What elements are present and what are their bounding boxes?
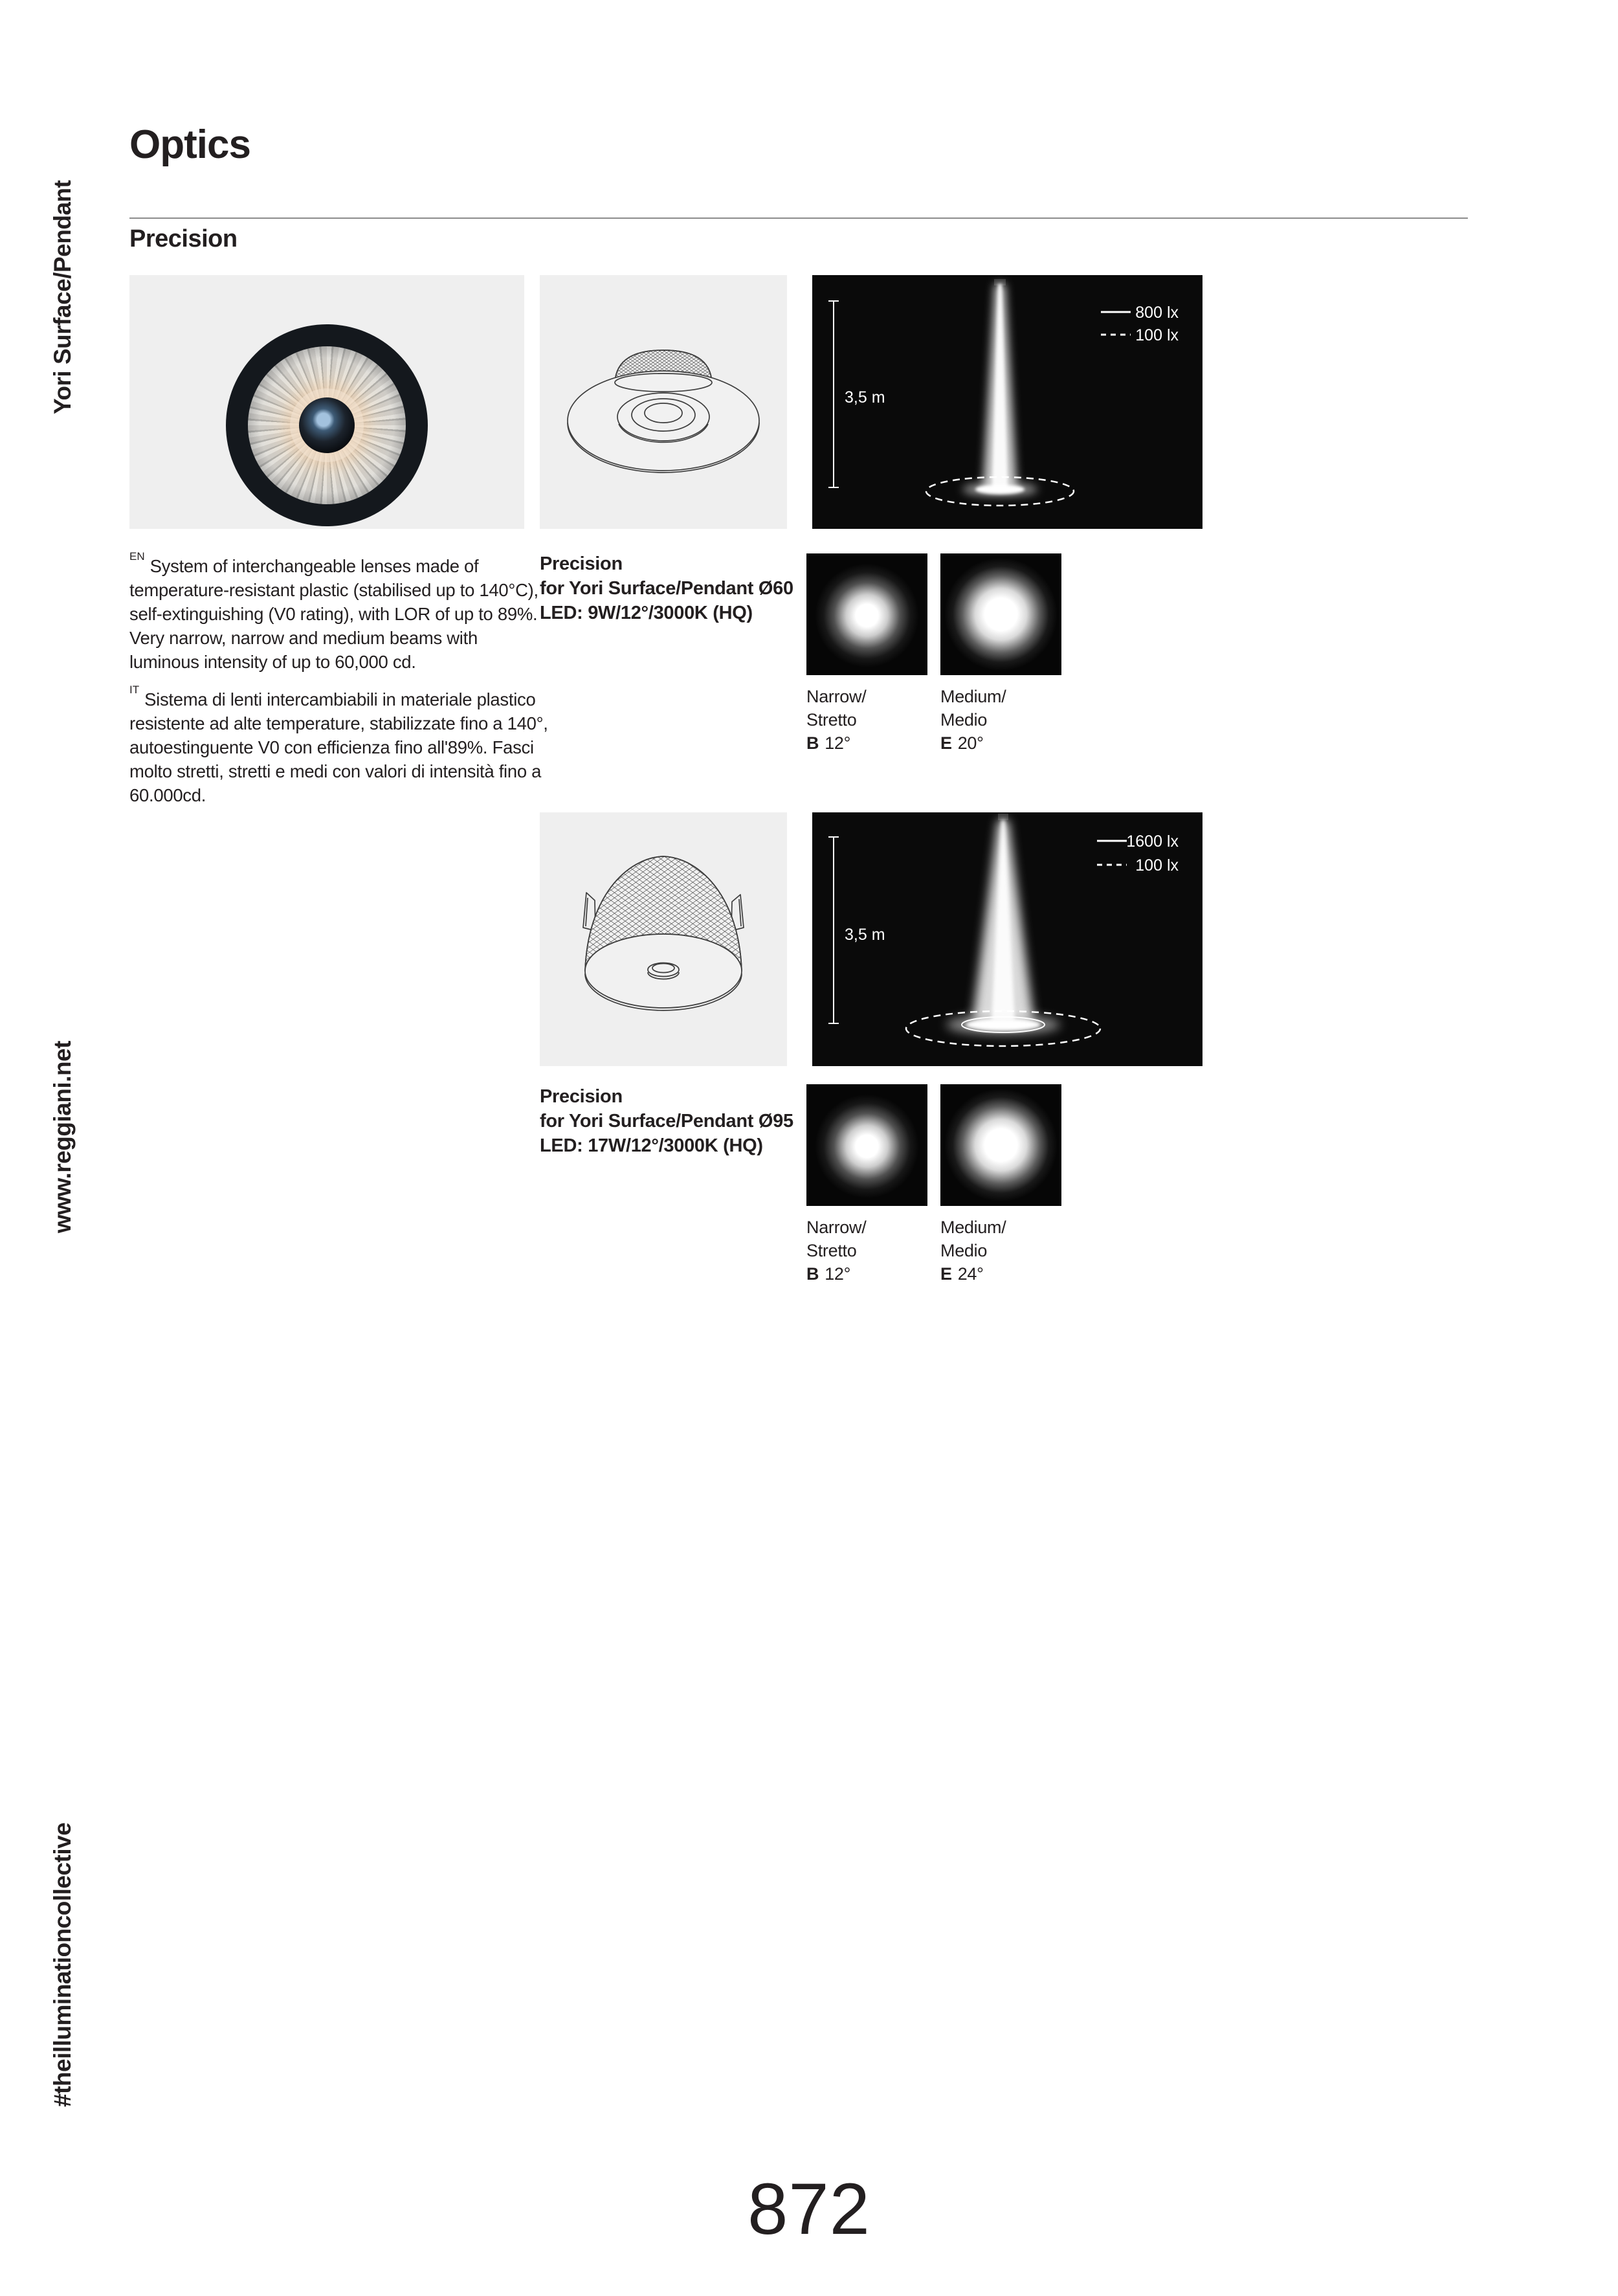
legend-solid-label: 800 lx	[1135, 304, 1179, 322]
spot-label-line1: Medium/	[940, 1218, 1006, 1237]
description-it-text: Sistema di lenti intercambiabili in materiale plastico resistente ad alte temperature, stabilizzate fino a 140°, autoestinguente V0 con efficienza fino all'89%. Fasci molto stretti, stretti e medi con valori di intensità fino a 60.000cd.	[129, 689, 548, 806]
beam-diagram-2-figure	[812, 812, 1202, 1066]
spot-label-line2: Stretto	[806, 710, 857, 730]
beam-angle: 24°	[957, 1264, 984, 1284]
lens-drawing-large	[540, 812, 787, 1066]
spot-label-line1: Medium/	[940, 687, 1006, 706]
legend-solid-label: 1600 lx	[1126, 832, 1179, 851]
section-heading: Precision	[129, 225, 238, 252]
spot-label-medium-2	[940, 1216, 1070, 1286]
product-photo-panel	[129, 275, 524, 529]
beam-code: B	[806, 1264, 819, 1284]
beam-code: E	[940, 1264, 952, 1284]
description-en-text: System of interchangeable lenses made of temperature-resistant plastic (stabilised up to 140°C), self-extinguishing (V0 rating), with LOR of up to 89%. Very narrow, narrow and medium beams with luminous intensity of up to 60,000 cd.	[129, 556, 538, 673]
lang-tag-it: IT	[129, 684, 140, 696]
lens-photo	[226, 324, 428, 526]
spot-label-line3	[806, 1262, 936, 1286]
description-it	[129, 684, 551, 807]
product-title-2-line1: Precision	[540, 1086, 623, 1107]
beam-pool	[966, 1018, 1041, 1031]
fixture-glyph	[998, 814, 1008, 820]
spot-label-line2: Stretto	[806, 1241, 857, 1260]
beam-code: B	[806, 733, 819, 753]
spot-label-line2: Medio	[940, 710, 988, 730]
lens-drawing-large-panel	[540, 812, 787, 1066]
page-number: 872	[748, 2168, 870, 2249]
spot-label-line1: Narrow/	[806, 1218, 867, 1237]
product-title-1	[540, 552, 844, 625]
product-title-1-line3: LED: 9W/12°/3000K (HQ)	[540, 603, 753, 623]
beam-pool	[975, 485, 1025, 495]
beam-diagram-2	[812, 812, 1202, 1066]
spot-label-narrow-2	[806, 1216, 936, 1286]
spot-image-medium-2	[940, 1084, 1061, 1206]
description-en	[129, 550, 551, 674]
spot-label-line2: Medio	[940, 1241, 988, 1260]
legend-dashed-label: 100 lx	[1135, 326, 1179, 344]
spot-image-medium-1	[940, 553, 1061, 675]
beam-angle: 12°	[825, 733, 851, 753]
product-title-1-line2: for Yori Surface/Pendant Ø60	[540, 578, 793, 599]
spot-label-medium-1	[940, 685, 1070, 755]
page-title: Optics	[129, 122, 250, 167]
lens-center-led	[299, 397, 355, 453]
spot-label-line3	[940, 1262, 1070, 1286]
spot-image-narrow-1	[806, 553, 927, 675]
spot-label-narrow-1	[806, 685, 936, 755]
lang-tag-en: EN	[129, 550, 145, 563]
sidebar-hashtag-label: #theilluminationcollective	[49, 1822, 76, 2107]
spot-label-line3	[940, 731, 1070, 755]
height-label: 3,5 m	[845, 926, 885, 944]
sidebar-product-label: Yori Surface/Pendant	[49, 180, 76, 414]
legend-dashed-label: 100 lx	[1135, 856, 1179, 875]
product-title-1-line1: Precision	[540, 553, 623, 574]
beam-angle: 20°	[957, 733, 984, 753]
section-divider	[129, 217, 1468, 219]
product-title-2-line3: LED: 17W/12°/3000K (HQ)	[540, 1135, 763, 1156]
spot-image-narrow-2	[806, 1084, 927, 1206]
beam-angle: 12°	[825, 1264, 851, 1284]
spot-label-line3	[806, 731, 936, 755]
height-label: 3,5 m	[845, 388, 885, 407]
beam-diagram-1-figure	[812, 275, 1202, 529]
lens-drawing-small-panel	[540, 275, 787, 529]
sidebar-website-label: www.reggiani.net	[49, 1041, 76, 1233]
spot-label-line1: Narrow/	[806, 687, 867, 706]
beam-diagram-1	[812, 275, 1202, 529]
product-title-2	[540, 1084, 844, 1158]
lens-drawing-small	[540, 275, 787, 529]
product-title-2-line2: for Yori Surface/Pendant Ø95	[540, 1111, 793, 1131]
beam-code: E	[940, 733, 952, 753]
